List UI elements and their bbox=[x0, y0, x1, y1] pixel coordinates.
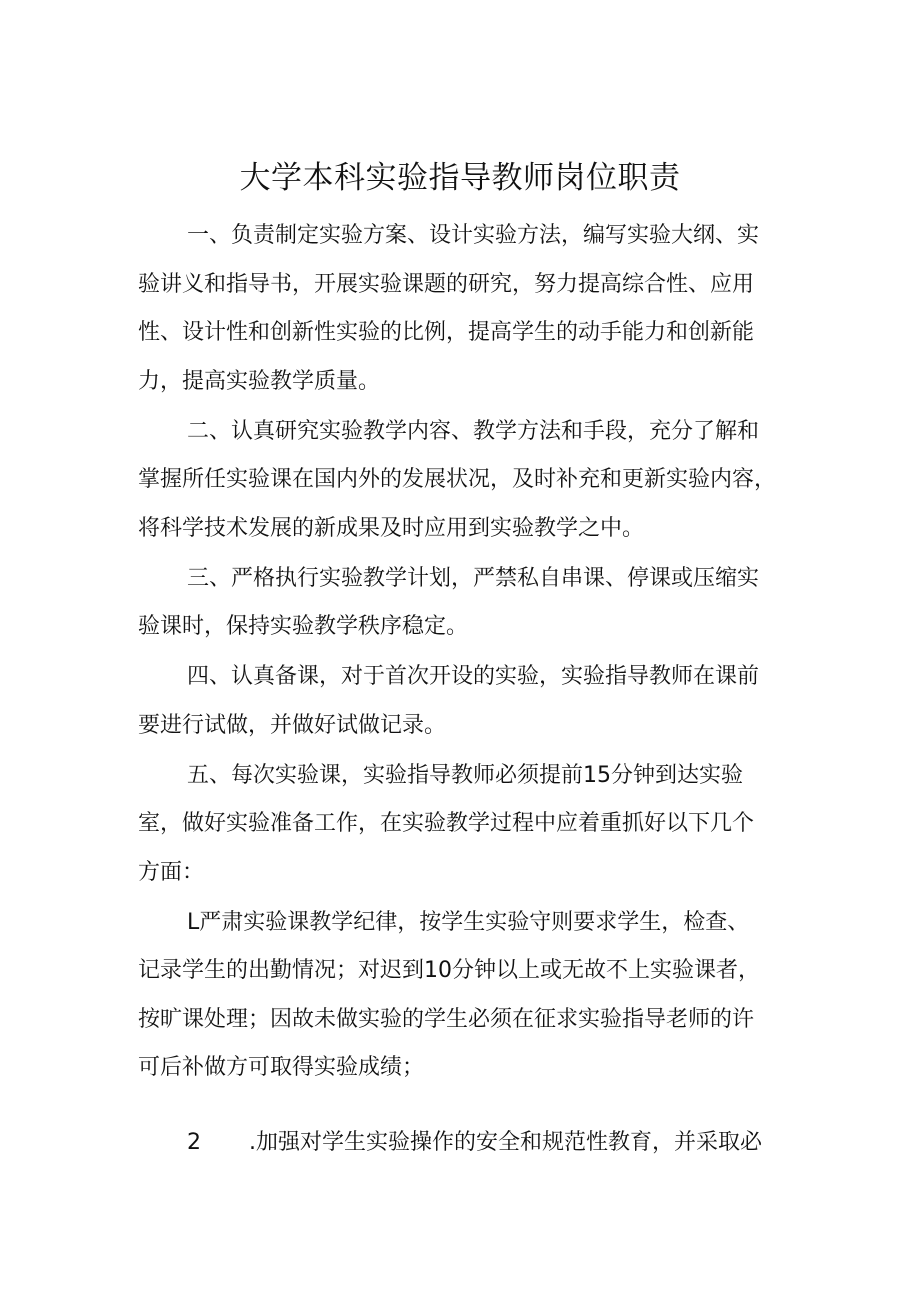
paragraph-line: 三、严格执行实验教学计划，严禁私自串课、停课或压缩实 bbox=[187, 565, 760, 591]
list-item-1 bbox=[138, 899, 788, 1093]
paragraph-3 bbox=[138, 555, 788, 652]
paragraph-line: 一、负责制定实验方案、设计实验方法，编写实验大纲、实 bbox=[187, 223, 760, 248]
paragraph-line: 验课时，保持实验教学秩序稳定。 bbox=[138, 614, 469, 639]
paragraph-line: 性、设计性和创新性实验的比例，提高学生的动手能力和创新能 bbox=[138, 320, 755, 345]
list-item-text: .加强对学生实验操作的安全和规范性教育，并采取必 bbox=[249, 1129, 762, 1155]
paragraph-line: 室，做好实验准备工作，在实验教学过程中应着重抓好以下几个 bbox=[138, 811, 755, 836]
document-body bbox=[138, 212, 788, 1167]
paragraph-line: 记录学生的出勤情况；对迟到10分钟以上或无故不上实验课者， bbox=[138, 958, 760, 983]
paragraph-line: 四、认真备课，对于首次开设的实验，实验指导教师在课前 bbox=[187, 664, 760, 689]
paragraph-line: 将科学技术发展的新成果及时应用到实验教学之中。 bbox=[138, 515, 645, 541]
paragraph-line: 力，提高实验教学质量。 bbox=[138, 368, 381, 394]
paragraph-line: 可后补做方可取得实验成绩； bbox=[138, 1055, 425, 1080]
paragraph-4 bbox=[138, 653, 788, 750]
paragraph-2 bbox=[138, 408, 788, 554]
paragraph-line: 方面： bbox=[138, 859, 205, 885]
paragraph-line: L严肃实验课教学纪律，按学生实验守则要求学生，检查、 bbox=[187, 909, 750, 935]
paragraph-line: 掌握所任实验课在国内外的发展状况，及时补充和更新实验内容， bbox=[138, 467, 777, 492]
paragraph-1 bbox=[138, 212, 788, 406]
paragraph-line: 验讲义和指导书，开展实验课题的研究，努力提高综合性、应用 bbox=[138, 271, 755, 297]
paragraph-line: 要进行试做，并做好试做记录。 bbox=[138, 712, 447, 738]
paragraph-line: 二、认真研究实验教学内容、教学方法和手段，充分了解和 bbox=[187, 418, 760, 444]
document-title: 大学本科实验指导教师岗位职责 bbox=[239, 159, 681, 196]
list-item-number: 2 bbox=[187, 1129, 201, 1155]
paragraph-line: 按旷课处理；因故未做实验的学生必须在征求实验指导老师的许 bbox=[138, 1006, 755, 1032]
list-item-2 bbox=[138, 1119, 788, 1168]
paragraph-line: 五、每次实验课，实验指导教师必须提前15分钟到达实验 bbox=[187, 762, 743, 788]
paragraph-5 bbox=[138, 752, 788, 898]
